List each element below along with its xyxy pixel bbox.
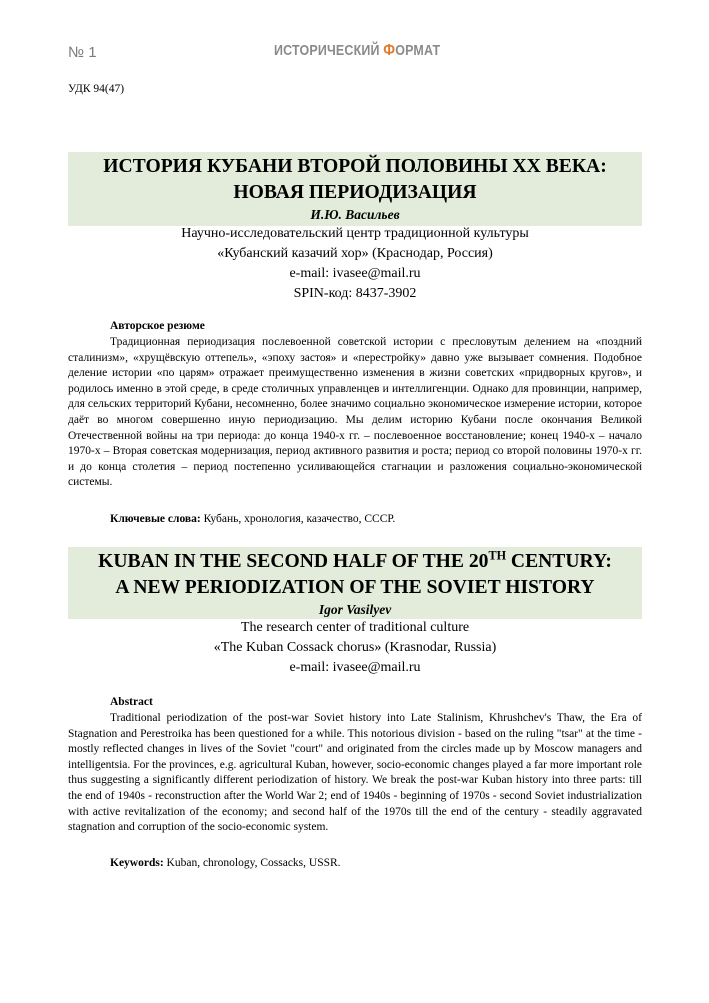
issue-number: № 1 (68, 44, 97, 61)
ru-spin: SPIN-код: 8437-3902 (293, 286, 417, 301)
en-affiliation (68, 618, 642, 678)
udk-code: УДК 94(47) (68, 83, 125, 95)
ru-affiliation-line1: Научно-исследовательский центр традиционной культуры (181, 226, 529, 241)
en-title-main: KUBAN IN THE SECOND HALF OF THE 20 (98, 551, 489, 572)
ru-author: И.Ю. Васильев (310, 207, 400, 222)
en-title-block (68, 547, 642, 619)
en-email: e-mail: ivasee@mail.ru (289, 660, 421, 675)
ru-affiliation-line2: «Кубанский казачий хор» (Краснодар, Россия) (217, 246, 493, 261)
en-keywords-values: Kuban, chronology, Cossacks, USSR. (163, 857, 341, 869)
en-title-line2: A NEW PERIODIZATION OF THE SOVIET HISTORY (115, 577, 595, 598)
en-title-line1 (68, 549, 642, 575)
ru-keywords (110, 513, 395, 525)
ru-title-line2: НОВАЯ ПЕРИОДИЗАЦИЯ (233, 182, 477, 203)
en-abstract-text: Traditional periodization of the post-war Soviet history into Late Stalinism, Khrushchev's Thaw, the Era of Stagnation and Perestroika has been questioned for a while. This notorious division - based on the ruling "tsar" at the time - mostly reflected changes in lives of the Soviet "court" and originated from the circles made up by Moscow managers and intelligentsia. For the provinces, e.g. agricultural Kuban, however, socio-economic changes played a far more important role thus suggesting a significantly different periodization of history. We break the post-war Kuban history into three parts: till the end of 1940s - reconstruction after the World War 2; end of 1940s - beginning of 1970s - second Soviet industrialization with active revitalization of the economy; and second half of the 1970s till the end of the century - steadily aggravated stagnation and corruption of the socio-economic system. (68, 712, 642, 834)
journal-logo-letter: Ф (383, 42, 396, 59)
ru-keywords-label: Ключевые слова: (110, 513, 201, 525)
ru-affiliation (68, 224, 642, 304)
ru-title-line1: ИСТОРИЯ КУБАНИ ВТОРОЙ ПОЛОВИНЫ XX ВЕКА: (103, 156, 607, 177)
en-abstract-heading: Abstract (110, 696, 153, 708)
ru-keywords-values: Кубань, хронология, казачество, СССР. (200, 513, 396, 525)
journal-name-suffix: ОРМАТ (395, 43, 441, 59)
en-title-sup: TH (488, 548, 507, 563)
en-keywords-label: Keywords: (110, 857, 164, 869)
journal-name-prefix: ИСТОРИЧЕСКИЙ (274, 43, 384, 59)
en-keywords (110, 857, 341, 869)
ru-email: e-mail: ivasee@mail.ru (289, 266, 421, 281)
journal-logo (274, 42, 440, 60)
en-author: Igor Vasilyev (318, 602, 392, 617)
en-title-end: CENTURY: (506, 551, 612, 572)
ru-abstract-heading: Авторское резюме (110, 320, 205, 332)
ru-abstract-text: Традиционная периодизация послевоенной советской истории с пресловутым делением на «поздний сталинизм», «хрущёвскую оттепель», «эпоху застоя» и «перестройку» давно уже вызывает сомнения. Подобное деление истории «по царям» отражает преимущественно изменения в жизни советских «придворных кругов», и родилось именно в этой среде, в среде столичных управленцев и интеллигенции. Однако для провинции, например, для сельских территорий Кубани, несомненно, более значимо социально экономическое измерение истории, которое даёт во многом совершенно иную периодизацию. Мы делим историю Кубани после окончания Великой Отечественной войны на три периода: до конца 1940-х гг. – послевоенное восстановление; конец 1940-х – начало 1970-х – Вторая советская модернизация, период активного развития и роста; период со второй половины 1970-х гг. и до конца столетия – период постепенно усиливающейся стагнации и разложения социально-экономической системы. (68, 336, 642, 489)
ru-title-block (68, 152, 642, 226)
en-affiliation-line2: «The Kuban Cossack chorus» (Krasnodar, Russia) (213, 640, 497, 655)
en-affiliation-line1: The research center of traditional culture (240, 620, 470, 635)
